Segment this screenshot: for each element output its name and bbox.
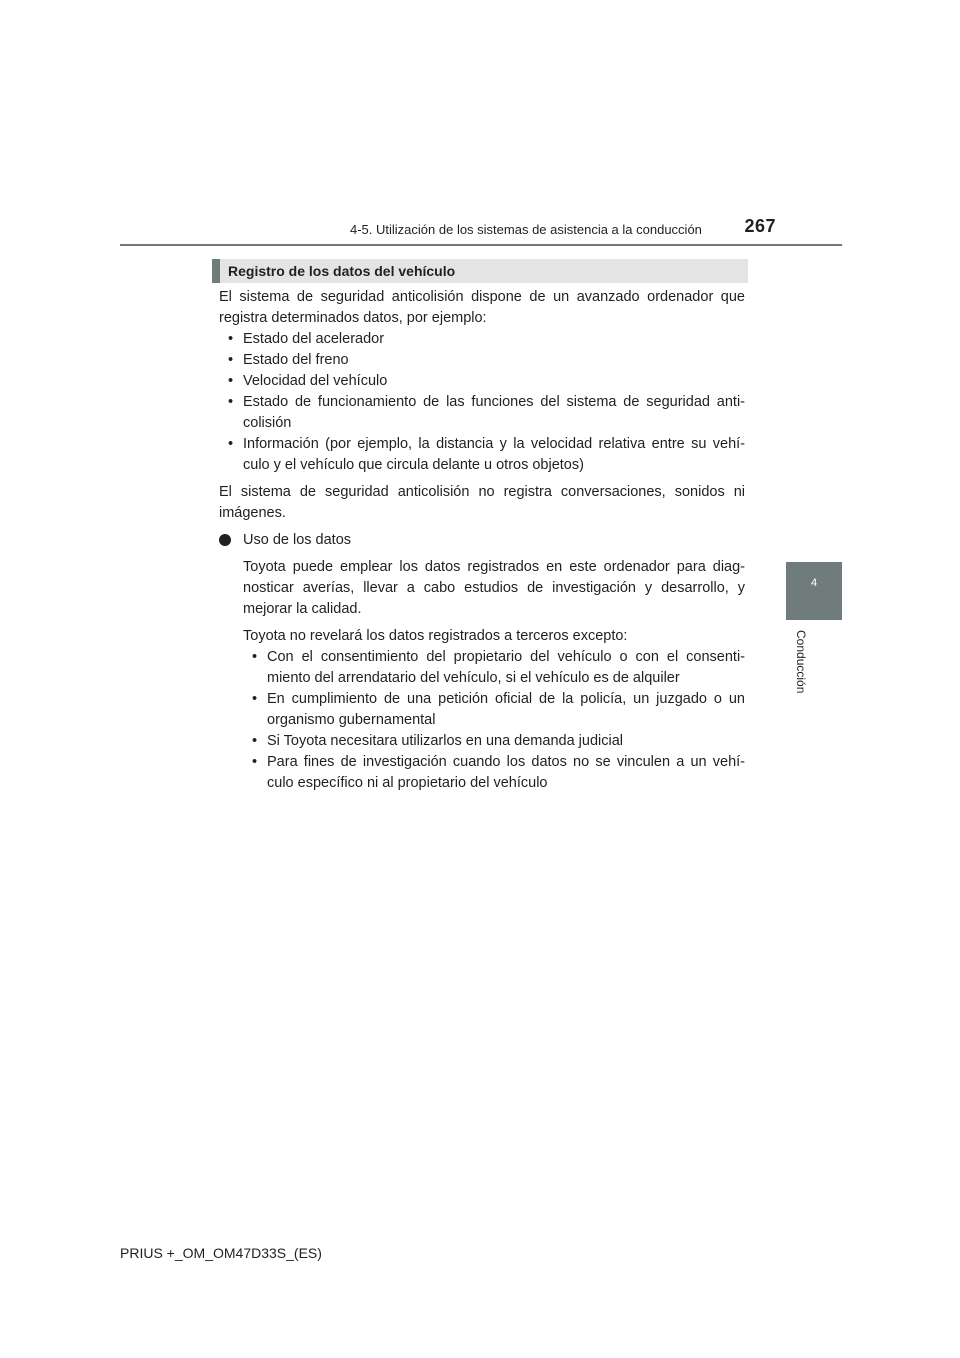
list-item: • Estado del acelerador — [219, 329, 745, 350]
list-item: • Información (por ejemplo, la distancia y la velocidad relativa entre su vehí-culo y el vehículo que circula delante u otros objetos) — [219, 434, 745, 476]
list-item: • Para fines de investigación cuando los datos no se vinculen a un vehí-culo específico ni al propietario del vehículo — [243, 752, 745, 794]
list-item: • Estado del freno — [219, 350, 745, 371]
disclosure-intro: Toyota no revelará los datos registrados a terceros excepto: — [243, 628, 628, 644]
subsection-heading — [219, 530, 745, 551]
chapter-tab — [786, 562, 842, 620]
intro-paragraph: El sistema de seguridad anticolisión dispone de un avanzado ordenador que registra determinados datos, por ejemplo: — [219, 289, 745, 326]
bullet-circle-icon — [219, 534, 231, 546]
list-item: • Con el consentimiento del propietario del vehículo o con el consenti-miento del arrendatario del vehículo, si el vehículo es de alquiler — [243, 647, 745, 689]
not-recorded-paragraph: El sistema de seguridad anticolisión no registra conversaciones, sonidos ni imágenes. — [219, 484, 745, 521]
section-heading: Registro de los datos del vehículo — [212, 259, 748, 283]
disclosure-list — [243, 647, 745, 794]
list-item: • Si Toyota necesitara utilizarlos en una demanda judicial — [243, 731, 745, 752]
running-header-title: 4-5. Utilización de los sistemas de asistencia a la conducción — [350, 222, 702, 237]
page-number: 267 — [744, 216, 776, 236]
list-item: • Estado de funcionamiento de las funciones del sistema de seguridad anti-colisión — [219, 392, 745, 434]
document-code: PRIUS +_OM_OM47D33S_(ES) — [120, 1245, 322, 1261]
chapter-label: Conducción — [794, 630, 808, 694]
chapter-number: 4 — [810, 577, 818, 589]
subsection-title: Uso de los datos — [243, 532, 352, 548]
section-body — [219, 287, 745, 794]
usage-block — [219, 557, 745, 794]
usage-paragraph: Toyota puede emplear los datos registrados en este ordenador para diag-nosticar averías, llevar a cabo estudios de investigación y desarrollo, y mejorar la calidad. — [243, 559, 745, 617]
recorded-data-list — [219, 329, 745, 476]
header-divider — [120, 244, 842, 246]
list-item: • Velocidad del vehículo — [219, 371, 745, 392]
list-item: • En cumplimiento de una petición oficial de la policía, un juzgado o un organismo gubernamental — [243, 689, 745, 731]
